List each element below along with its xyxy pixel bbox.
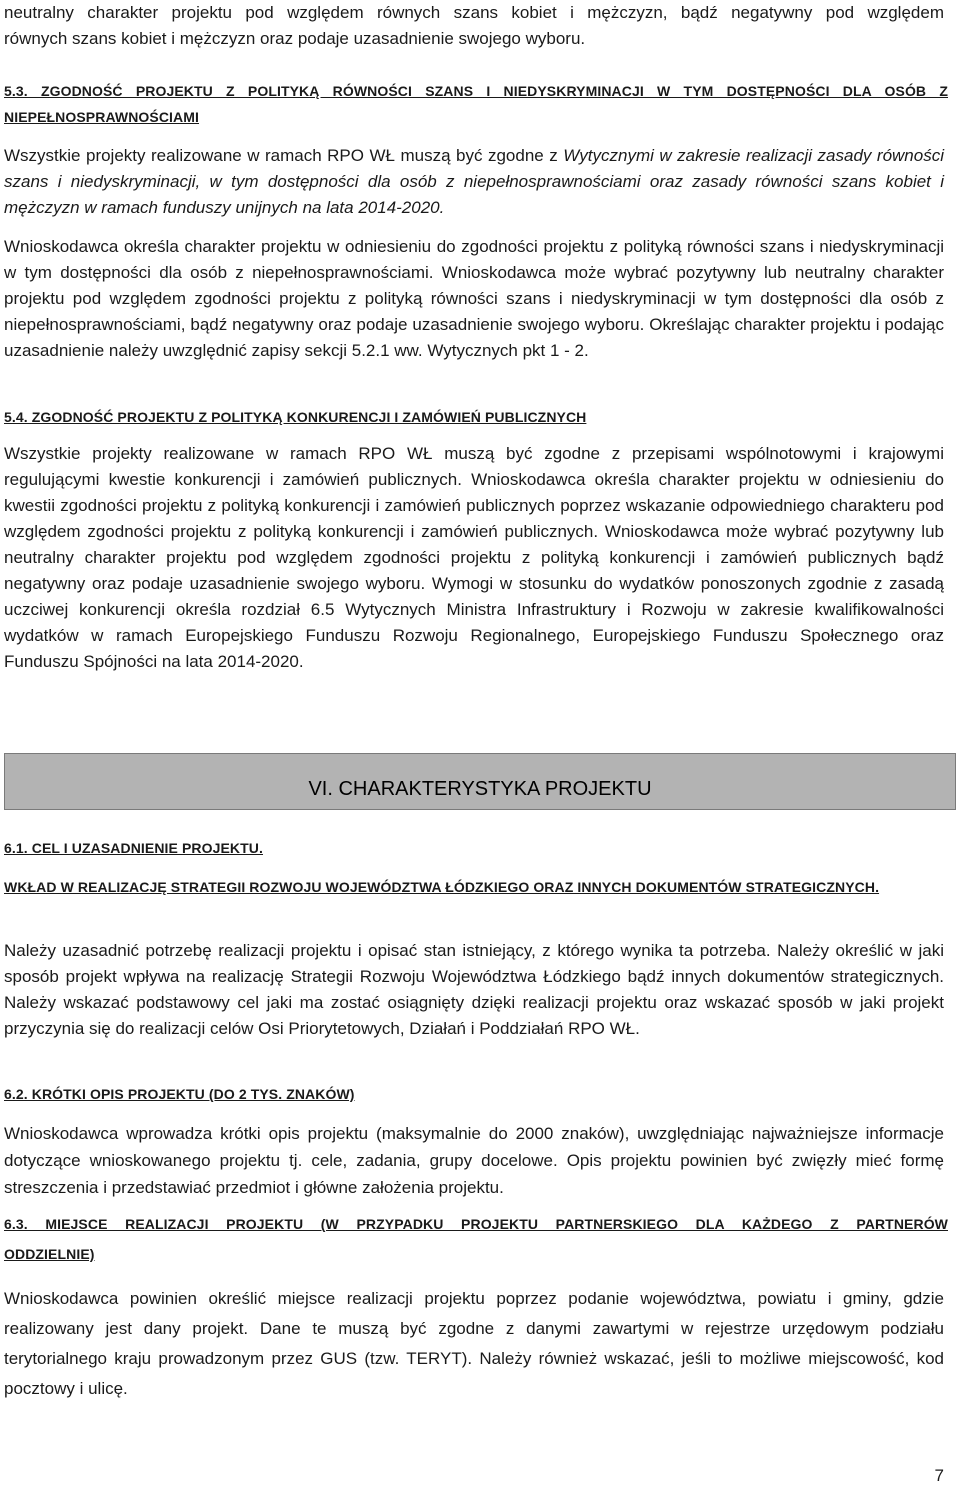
section-6-3-heading-line-2: ODDZIELNIE)	[4, 1246, 95, 1262]
section-6-1-paragraph-text: Należy uzasadnić potrzebę realizacji projektu i opisać stan istniejący, z którego wynika ta potrzeba. Należy określić w jaki sposób projekt wpływa na realizację Strategii Rozwoju Województwa Łódzkiego bądź innych dokumentów strategicznych. Należy wskazać podstawowy cel jaki ma zostać osiągnięty dzięki realizacji projektu oraz wskazać sposób w jaki projekt przyczynia się do realizacji celów Osi Priorytetowych, Działań i Poddziałań RPO WŁ.	[4, 941, 944, 1038]
section-6-2-paragraph	[4, 1120, 944, 1201]
section-5-4-paragraph	[4, 441, 944, 675]
section-6-2-heading: 6.2. KRÓTKI OPIS PROJEKTU (DO 2 TYS. ZNAKÓW)	[4, 1086, 355, 1102]
intro-paragraph	[4, 0, 944, 52]
section-6-1-heading: 6.1. CEL I UZASADNIENIE PROJEKTU.	[4, 840, 263, 856]
section-6-3-heading-line-1: 6.3. MIEJSCE REALIZACJI PROJEKTU (W PRZYPADKU PROJEKTU PARTNERSKIEGO DLA KAŻDEGO Z PARTNERÓW	[4, 1216, 948, 1232]
intro-line-2: równych szans kobiet i mężczyzn oraz podaje uzasadnienie swojego wyboru.	[4, 29, 586, 48]
section-5-3-paragraph-1-italic: Wytycznymi w zakresie realizacji zasady równości szans i niedyskryminacji, w tym dostępności dla osób z niepełnosprawnościami oraz zasady równości szans kobiet i mężczyzn w ramach funduszy unijnych na lata 2014-2020.	[4, 146, 944, 217]
section-vi-header-bar	[4, 753, 956, 810]
section-5-4-heading: 5.4. ZGODNOŚĆ PROJEKTU Z POLITYKĄ KONKURENCJI I ZAMÓWIEŃ PUBLICZNYCH	[4, 409, 587, 425]
section-5-3-paragraph-2	[4, 234, 944, 364]
section-6-1-paragraph	[4, 938, 944, 1042]
section-6-3-paragraph-text: Wnioskodawca powinien określić miejsce realizacji projektu poprzez podanie województwa, powiatu i gminy, gdzie realizowany jest dany projekt. Dane te muszą być zgodne z danymi zawartymi w rejestrze urzędowym podziału terytorialnego kraju prowadzonym przez GUS (tzw. TERYT). Należy również wskazać, jeśli to możliwe miejscowość, kod pocztowy i ulicę.	[4, 1289, 944, 1398]
section-6-2-paragraph-text: Wnioskodawca wprowadza krótki opis projektu (maksymalnie do 2000 znaków), uwzględniając najważniejsze informacje dotyczące wnioskowanego projektu tj. cele, zadania, grupy docelowe. Opis projektu powinien być zwięzły mieć formę streszczenia i przedstawiać przedmiot i główne założenia projektu.	[4, 1124, 944, 1197]
section-5-3-paragraph-1	[4, 143, 944, 221]
section-5-3-heading-line-2: NIEPEŁNOSPRAWNOŚCIAMI	[4, 109, 200, 125]
section-5-3-paragraph-2-text: Wnioskodawca określa charakter projektu w odniesieniu do zgodności projektu z polityką równości szans i niedyskryminacji w tym dostępności dla osób z niepełnosprawnościami. Wnioskodawca może wybrać pozytywny lub neutralny charakter projektu pod względem zgodności projektu z polityką równości szans i niedyskryminacji w tym dostępności dla osób z niepełnosprawnościami, bądź negatywny oraz podaje uzasadnienie swojego wyboru. Określając charakter projektu i podając uzasadnienie należy uwzględnić zapisy sekcji 5.2.1 ww. Wytycznych pkt 1 - 2.	[4, 237, 944, 360]
section-6-3-paragraph	[4, 1284, 944, 1404]
section-5-4-paragraph-text: Wszystkie projekty realizowane w ramach RPO WŁ muszą być zgodne z przepisami wspólnotowymi i krajowymi regulującymi kwestie konkurencji i zamówień publicznych. Wnioskodawca określa charakter projektu w odniesieniu do kwestii zgodności projektu z polityką konkurencji i zamówień publicznych poprzez wskazanie odpowiedniego charakteru pod względem zgodności projektu z polityką konkurencji i zamówień publicznych. Wnioskodawca może wybrać pozytywny lub neutralny charakter projektu pod względem zgodności projektu z polityką konkurencji i zamówień publicznych bądź negatywny oraz podaje uzasadnienie swojego wyboru. Wymogi w stosunku do wydatków ponoszonych zgodnie z zasadą uczciwej konkurencji określa rozdział 6.5 Wytycznych Ministra Infrastruktury i Rozwoju w zakresie kwalifikowalności wydatków w ramach Europejskiego Funduszu Rozwoju Regionalnego, Europejskiego Funduszu Społecznego oraz Funduszu Spójności na lata 2014-2020.	[4, 444, 944, 671]
section-6-1-subheading: WKŁAD W REALIZACJĘ STRATEGII ROZWOJU WOJEWÓDZTWA ŁÓDZKIEGO ORAZ INNYCH DOKUMENTÓW STRATEGICZNYCH.	[4, 879, 880, 895]
section-vi-title: VI. CHARAKTERYSTYKA PROJEKTU	[308, 778, 652, 800]
section-5-3-paragraph-1-start: Wszystkie projekty realizowane w ramach RPO WŁ muszą być zgodne z	[4, 146, 564, 165]
page-number: 7	[934, 1466, 944, 1485]
intro-line-1: neutralny charakter projektu pod względem równych szans kobiet i mężczyzn, bądź negatywny pod względem	[4, 3, 944, 22]
section-5-3-heading-line-1: 5.3. ZGODNOŚĆ PROJEKTU Z POLITYKĄ RÓWNOŚCI SZANS I NIEDYSKRYMINACJI W TYM DOSTĘPNOŚCI DLA OSÓB Z	[4, 83, 948, 99]
